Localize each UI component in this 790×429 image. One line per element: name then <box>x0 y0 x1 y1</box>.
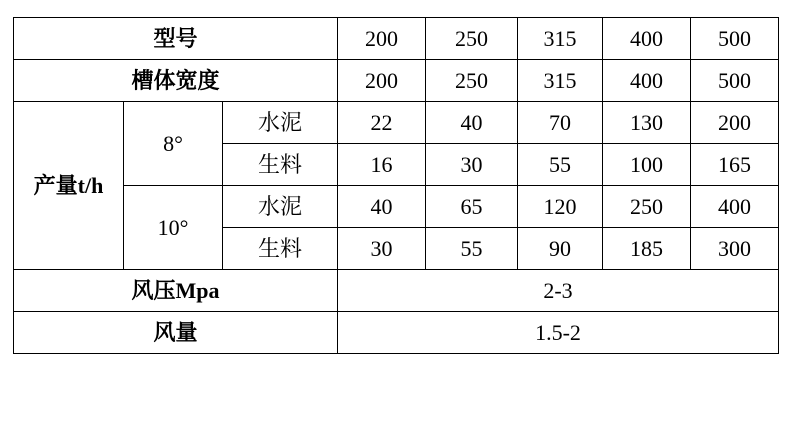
output-value-cell: 200 <box>691 102 779 144</box>
model-value-cell: 400 <box>603 18 691 60</box>
output-value-cell: 30 <box>338 228 426 270</box>
trough-width-value-cell: 400 <box>603 60 691 102</box>
spec-table <box>13 17 779 354</box>
table-row-model <box>14 18 779 60</box>
row-label-output: 产量t/h <box>14 102 124 270</box>
row-label-trough-width: 槽体宽度 <box>14 60 338 102</box>
model-value-cell: 200 <box>338 18 426 60</box>
output-value-cell: 185 <box>603 228 691 270</box>
material-label-raw: 生料 <box>223 228 338 270</box>
model-value-cell: 250 <box>426 18 518 60</box>
output-value-cell: 55 <box>426 228 518 270</box>
output-value-cell: 250 <box>603 186 691 228</box>
trough-width-value-cell: 200 <box>338 60 426 102</box>
trough-width-value-cell: 500 <box>691 60 779 102</box>
output-value-cell: 100 <box>603 144 691 186</box>
angle-label-8deg: 8° <box>124 102 223 186</box>
output-value-cell: 40 <box>338 186 426 228</box>
row-label-model: 型号 <box>14 18 338 60</box>
output-value-cell: 90 <box>518 228 603 270</box>
table-row-output-10-cement <box>14 186 779 228</box>
model-value-cell: 500 <box>691 18 779 60</box>
air-pressure-value-cell: 2-3 <box>338 270 779 312</box>
output-value-cell: 130 <box>603 102 691 144</box>
table-row-air-volume <box>14 312 779 354</box>
output-value-cell: 65 <box>426 186 518 228</box>
trough-width-value-cell: 250 <box>426 60 518 102</box>
material-label-cement: 水泥 <box>223 186 338 228</box>
output-value-cell: 70 <box>518 102 603 144</box>
output-value-cell: 55 <box>518 144 603 186</box>
output-value-cell: 22 <box>338 102 426 144</box>
model-value-cell: 315 <box>518 18 603 60</box>
table-row-trough-width <box>14 60 779 102</box>
material-label-raw: 生料 <box>223 144 338 186</box>
output-value-cell: 120 <box>518 186 603 228</box>
air-volume-value-cell: 1.5-2 <box>338 312 779 354</box>
material-label-cement: 水泥 <box>223 102 338 144</box>
output-value-cell: 300 <box>691 228 779 270</box>
output-value-cell: 165 <box>691 144 779 186</box>
row-label-air-volume: 风量 <box>14 312 338 354</box>
output-value-cell: 30 <box>426 144 518 186</box>
table-row-air-pressure <box>14 270 779 312</box>
row-label-air-pressure: 风压Mpa <box>14 270 338 312</box>
table-row-output-8-cement <box>14 102 779 144</box>
trough-width-value-cell: 315 <box>518 60 603 102</box>
output-value-cell: 40 <box>426 102 518 144</box>
angle-label-10deg: 10° <box>124 186 223 270</box>
output-value-cell: 16 <box>338 144 426 186</box>
output-value-cell: 400 <box>691 186 779 228</box>
